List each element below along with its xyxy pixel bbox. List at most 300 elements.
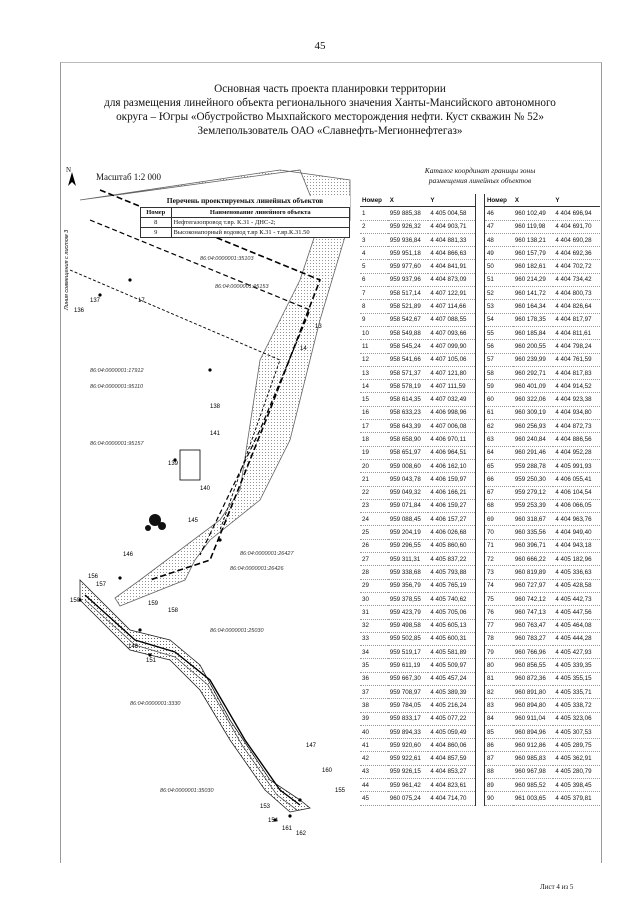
point-number: 50	[484, 260, 512, 273]
x-coordinate: 959 833,17	[388, 712, 429, 725]
point-number: 64	[484, 446, 512, 459]
table-row	[360, 313, 600, 326]
y-coordinate: 4 405 077,22	[428, 712, 475, 725]
x-coordinate: 960 157,79	[513, 247, 554, 260]
table-row	[360, 579, 600, 592]
point-label: 137	[90, 298, 101, 304]
point-number: 73	[484, 566, 512, 579]
col-number: Номер	[360, 194, 388, 207]
y-coordinate: 4 405 307,53	[553, 725, 600, 738]
title-line: округа – Югры «Обустройство Мыхпайского месторождения нефти. Куст скважин № 52»	[116, 111, 544, 123]
catalog-title-line: размещения линейных объектов	[428, 176, 532, 185]
x-coordinate: 958 643,39	[388, 420, 429, 433]
point-number: 16	[360, 406, 388, 419]
y-coordinate: 4 404 714,70	[428, 792, 475, 805]
point-number: 12	[360, 353, 388, 366]
x-coordinate: 960 291,46	[513, 446, 554, 459]
point-number: 79	[484, 646, 512, 659]
x-coordinate: 960 214,29	[513, 273, 554, 286]
title-line: для размещения линейного объекта регионального значения Ханты-Мансийского автономного	[104, 97, 556, 109]
point-number: 90	[484, 792, 512, 805]
y-coordinate: 4 407 088,55	[428, 313, 475, 326]
point-number: 56	[484, 340, 512, 353]
y-coordinate: 4 405 447,56	[553, 606, 600, 619]
table-row	[360, 739, 600, 752]
y-coordinate: 4 405 355,15	[553, 672, 600, 685]
coordinates-catalog	[360, 194, 600, 806]
y-coordinate: 4 404 702,72	[553, 260, 600, 273]
point-number: 89	[484, 779, 512, 792]
point-number: 66	[484, 473, 512, 486]
y-coordinate: 4 404 903,71	[428, 220, 475, 233]
x-coordinate: 960 819,89	[513, 566, 554, 579]
point-number: 71	[484, 539, 512, 552]
x-coordinate: 958 571,37	[388, 366, 429, 379]
table-row	[360, 273, 600, 286]
y-coordinate: 4 405 427,93	[553, 646, 600, 659]
x-coordinate: 960 894,96	[513, 725, 554, 738]
table-row	[360, 433, 600, 446]
table-row	[360, 340, 600, 353]
y-coordinate: 4 406 055,41	[553, 473, 600, 486]
y-coordinate: 4 404 914,52	[553, 380, 600, 393]
y-coordinate: 4 404 696,94	[553, 207, 600, 220]
point-number: 67	[484, 486, 512, 499]
x-coordinate: 960 240,84	[513, 433, 554, 446]
table-row	[360, 420, 600, 433]
y-coordinate: 4 407 105,06	[428, 353, 475, 366]
point-label: 159	[148, 601, 159, 607]
point-number: 46	[484, 207, 512, 220]
point-number: 88	[484, 765, 512, 778]
y-coordinate: 4 405 339,35	[553, 659, 600, 672]
x-coordinate: 960 335,56	[513, 526, 554, 539]
y-coordinate: 4 404 692,36	[553, 247, 600, 260]
table-row	[360, 779, 600, 792]
point-number: 86	[484, 739, 512, 752]
y-coordinate: 4 405 004,58	[428, 207, 475, 220]
col-y: Y	[553, 194, 600, 207]
legend-col-number: Номер	[141, 208, 172, 218]
x-coordinate: 960 292,71	[513, 366, 554, 379]
y-coordinate: 4 404 881,33	[428, 233, 475, 246]
point-label: 148	[128, 644, 139, 650]
x-coordinate: 959 961,42	[388, 779, 429, 792]
x-coordinate: 960 322,06	[513, 393, 554, 406]
point-number: 70	[484, 526, 512, 539]
x-coordinate: 959 937,96	[388, 273, 429, 286]
table-row	[360, 646, 600, 659]
point-label: 156	[88, 574, 99, 580]
y-coordinate: 4 406 159,27	[428, 499, 475, 512]
point-label: 145	[188, 518, 199, 524]
table-row	[360, 207, 600, 220]
x-coordinate: 959 279,12	[513, 486, 554, 499]
point-number: 10	[360, 326, 388, 339]
x-coordinate: 959 977,60	[388, 260, 429, 273]
north-label: N	[66, 166, 72, 174]
x-coordinate: 959 926,15	[388, 765, 429, 778]
table-row	[360, 233, 600, 246]
point-number: 42	[360, 752, 388, 765]
legend-col-name: Наименование линейного объекта	[171, 208, 349, 218]
x-coordinate: 958 633,23	[388, 406, 429, 419]
x-coordinate: 960 985,52	[513, 779, 554, 792]
point-number: 37	[360, 685, 388, 698]
x-coordinate: 959 920,60	[388, 739, 429, 752]
point-number: 27	[360, 553, 388, 566]
point-number: 25	[360, 526, 388, 539]
x-coordinate: 960 912,86	[513, 739, 554, 752]
legend-table	[140, 207, 350, 238]
catalog-title-line: Каталог координат границы зоны	[424, 166, 536, 175]
x-coordinate: 959 784,05	[388, 699, 429, 712]
point-label: 151	[146, 658, 157, 664]
legend-number: 9	[141, 228, 172, 238]
x-coordinate: 959 338,68	[388, 566, 429, 579]
x-coordinate: 959 253,39	[513, 499, 554, 512]
x-coordinate: 958 578,19	[388, 380, 429, 393]
x-coordinate: 960 200,55	[513, 340, 554, 353]
table-row	[360, 513, 600, 526]
y-coordinate: 4 405 705,06	[428, 606, 475, 619]
title-line: Основная часть проекта планировки территории	[214, 83, 446, 95]
cadastral-label: 86:04:0000001:95153	[215, 284, 269, 290]
x-coordinate: 960 766,96	[513, 646, 554, 659]
y-coordinate: 4 405 428,58	[553, 579, 600, 592]
point-number: 78	[484, 632, 512, 645]
point-number: 77	[484, 619, 512, 632]
point-number: 82	[484, 685, 512, 698]
y-coordinate: 4 404 841,91	[428, 260, 475, 273]
point-number: 32	[360, 619, 388, 632]
y-coordinate: 4 404 817,83	[553, 366, 600, 379]
point-number: 83	[484, 699, 512, 712]
scale-label: Масштаб 1:2 000	[96, 172, 162, 182]
x-coordinate: 960 164,34	[513, 300, 554, 313]
table-row	[360, 712, 600, 725]
point-number: 30	[360, 592, 388, 605]
x-coordinate: 959 708,97	[388, 685, 429, 698]
point-number: 41	[360, 739, 388, 752]
x-coordinate: 959 519,17	[388, 646, 429, 659]
x-coordinate: 959 204,19	[388, 526, 429, 539]
y-coordinate: 4 405 442,73	[553, 592, 600, 605]
table-row	[360, 326, 600, 339]
x-coordinate: 958 651,97	[388, 446, 429, 459]
point-number: 33	[360, 632, 388, 645]
cadastral-label: 86:04:0000001:26426	[230, 566, 284, 572]
cadastral-label: 86:04:0000001:26427	[240, 551, 294, 557]
point-number: 5	[360, 260, 388, 273]
page-number: 45	[314, 40, 326, 52]
y-coordinate: 4 406 104,54	[553, 486, 600, 499]
point-label: 162	[296, 831, 307, 837]
point-number: 22	[360, 486, 388, 499]
point-number: 8	[360, 300, 388, 313]
x-coordinate: 960 727,97	[513, 579, 554, 592]
y-coordinate: 4 406 157,27	[428, 513, 475, 526]
table-row	[360, 499, 600, 512]
x-coordinate: 960 185,84	[513, 326, 554, 339]
point-number: 6	[360, 273, 388, 286]
y-coordinate: 4 406 026,68	[428, 526, 475, 539]
x-coordinate: 959 008,60	[388, 459, 429, 472]
table-row	[360, 287, 600, 300]
table-row	[360, 672, 600, 685]
table-row	[360, 380, 600, 393]
table-row	[360, 446, 600, 459]
y-coordinate: 4 404 934,80	[553, 406, 600, 419]
point-number: 26	[360, 539, 388, 552]
x-coordinate: 960 141,72	[513, 287, 554, 300]
y-coordinate: 4 405 336,63	[553, 566, 600, 579]
point-number: 14	[360, 380, 388, 393]
col-number: Номер	[484, 194, 512, 207]
y-coordinate: 4 404 963,76	[553, 513, 600, 526]
y-coordinate: 4 404 952,28	[553, 446, 600, 459]
x-coordinate: 959 885,38	[388, 207, 429, 220]
y-coordinate: 4 405 289,75	[553, 739, 600, 752]
point-label: 14	[300, 346, 307, 352]
point-number: 65	[484, 459, 512, 472]
cadastral-label: 86:04:0000001:95110	[90, 384, 144, 390]
legend-row	[141, 228, 350, 238]
y-coordinate: 4 404 798,24	[553, 340, 600, 353]
y-coordinate: 4 405 362,91	[553, 752, 600, 765]
cadastral-label: 86:04:0000001:3330	[130, 701, 181, 707]
x-coordinate: 959 922,61	[388, 752, 429, 765]
y-coordinate: 4 406 166,21	[428, 486, 475, 499]
legend-row	[141, 218, 350, 228]
point-number: 49	[484, 247, 512, 260]
y-coordinate: 4 404 866,63	[428, 247, 475, 260]
y-coordinate: 4 406 964,51	[428, 446, 475, 459]
table-row	[360, 659, 600, 672]
y-coordinate: 4 405 335,71	[553, 685, 600, 698]
point-label: 147	[306, 743, 317, 749]
table-row	[360, 765, 600, 778]
point-number: 28	[360, 566, 388, 579]
y-coordinate: 4 405 389,39	[428, 685, 475, 698]
point-number: 57	[484, 353, 512, 366]
x-coordinate: 958 521,89	[388, 300, 429, 313]
sheet-label: Лист 4 из 5	[540, 883, 574, 891]
x-coordinate: 959 049,32	[388, 486, 429, 499]
table-row	[360, 260, 600, 273]
y-coordinate: 4 407 032,49	[428, 393, 475, 406]
point-number: 55	[484, 326, 512, 339]
y-coordinate: 4 404 873,09	[428, 273, 475, 286]
point-number: 51	[484, 273, 512, 286]
legend-heading: Перечень проектируемых линейных объектов	[166, 196, 324, 205]
y-coordinate: 4 405 860,60	[428, 539, 475, 552]
x-coordinate: 958 542,67	[388, 313, 429, 326]
y-coordinate: 4 405 740,62	[428, 592, 475, 605]
x-coordinate: 960 666,22	[513, 553, 554, 566]
point-number: 72	[484, 553, 512, 566]
y-coordinate: 4 405 444,28	[553, 632, 600, 645]
x-coordinate: 958 541,66	[388, 353, 429, 366]
x-coordinate: 959 356,79	[388, 579, 429, 592]
table-row	[360, 526, 600, 539]
table-row	[360, 473, 600, 486]
point-number: 80	[484, 659, 512, 672]
x-coordinate: 960 075,24	[388, 792, 429, 805]
point-label: 161	[282, 826, 293, 832]
x-coordinate: 959 951,18	[388, 247, 429, 260]
point-label: 136	[74, 308, 85, 314]
x-coordinate: 960 742,12	[513, 592, 554, 605]
x-coordinate: 959 288,78	[513, 459, 554, 472]
table-row	[360, 553, 600, 566]
point-label: 153	[260, 804, 271, 810]
point-label: 13	[315, 324, 322, 330]
y-coordinate: 4 404 690,28	[553, 233, 600, 246]
cadastral-label: 86:04:0000001:35030	[160, 788, 214, 794]
x-coordinate: 959 611,19	[388, 659, 429, 672]
y-coordinate: 4 407 099,90	[428, 340, 475, 353]
point-label: 139	[168, 461, 179, 467]
x-coordinate: 960 985,83	[513, 752, 554, 765]
point-number: 53	[484, 300, 512, 313]
x-coordinate: 961 003,65	[513, 792, 554, 805]
x-coordinate: 960 318,67	[513, 513, 554, 526]
x-coordinate: 959 088,45	[388, 513, 429, 526]
point-label: 138	[210, 404, 221, 410]
point-number: 7	[360, 287, 388, 300]
cadastral-label: 86:04:0000001:95157	[90, 441, 144, 447]
y-coordinate: 4 404 761,59	[553, 353, 600, 366]
y-coordinate: 4 405 581,89	[428, 646, 475, 659]
y-coordinate: 4 405 605,13	[428, 619, 475, 632]
y-coordinate: 4 404 857,59	[428, 752, 475, 765]
x-coordinate: 959 498,58	[388, 619, 429, 632]
y-coordinate: 4 405 464,08	[553, 619, 600, 632]
y-coordinate: 4 407 121,80	[428, 366, 475, 379]
x-coordinate: 959 250,30	[513, 473, 554, 486]
point-number: 59	[484, 380, 512, 393]
table-row	[360, 486, 600, 499]
table-row	[360, 220, 600, 233]
point-number: 35	[360, 659, 388, 672]
y-coordinate: 4 407 122,91	[428, 287, 475, 300]
x-coordinate: 959 071,84	[388, 499, 429, 512]
y-coordinate: 4 405 182,96	[553, 553, 600, 566]
col-y: Y	[428, 194, 475, 207]
y-coordinate: 4 405 765,19	[428, 579, 475, 592]
x-coordinate: 959 423,79	[388, 606, 429, 619]
y-coordinate: 4 405 059,49	[428, 725, 475, 738]
cadastral-label: 86:04:0000001:25030	[210, 628, 264, 634]
x-coordinate: 959 311,31	[388, 553, 429, 566]
point-number: 19	[360, 446, 388, 459]
point-label: 140	[200, 486, 211, 492]
y-coordinate: 4 404 872,73	[553, 420, 600, 433]
x-coordinate: 958 545,24	[388, 340, 429, 353]
y-coordinate: 4 404 943,18	[553, 539, 600, 552]
y-coordinate: 4 406 998,96	[428, 406, 475, 419]
legend-object-name: Нефтегазопровод т.вр. К.31 - ДНС-2;	[171, 218, 349, 228]
y-coordinate: 4 405 837,22	[428, 553, 475, 566]
point-number: 24	[360, 513, 388, 526]
y-coordinate: 4 404 860,06	[428, 739, 475, 752]
point-number: 4	[360, 247, 388, 260]
x-coordinate: 960 783,27	[513, 632, 554, 645]
x-coordinate: 959 296,55	[388, 539, 429, 552]
y-coordinate: 4 405 338,72	[553, 699, 600, 712]
point-number: 1	[360, 207, 388, 220]
point-number: 43	[360, 765, 388, 778]
x-coordinate: 960 911,04	[513, 712, 554, 725]
x-coordinate: 960 182,61	[513, 260, 554, 273]
x-coordinate: 960 891,80	[513, 685, 554, 698]
table-row	[360, 792, 600, 805]
y-coordinate: 4 405 991,93	[553, 459, 600, 472]
point-label: 158	[168, 608, 179, 614]
point-number: 54	[484, 313, 512, 326]
y-coordinate: 4 404 853,27	[428, 765, 475, 778]
point-number: 3	[360, 233, 388, 246]
point-number: 17	[360, 420, 388, 433]
point-number: 20	[360, 459, 388, 472]
y-coordinate: 4 407 111,59	[428, 380, 475, 393]
y-coordinate: 4 404 817,97	[553, 313, 600, 326]
table-row	[360, 685, 600, 698]
y-coordinate: 4 406 066,05	[553, 499, 600, 512]
point-number: 18	[360, 433, 388, 446]
x-coordinate: 959 926,32	[388, 220, 429, 233]
legend-number: 8	[141, 218, 172, 228]
point-number: 38	[360, 699, 388, 712]
table-row	[360, 699, 600, 712]
point-label: 155	[335, 788, 346, 794]
point-number: 69	[484, 513, 512, 526]
table-row	[360, 353, 600, 366]
point-number: 87	[484, 752, 512, 765]
point-number: 81	[484, 672, 512, 685]
point-number: 39	[360, 712, 388, 725]
legend-object-name: Высоконапорный водовод т.вр К.31 - т.вр.К.31.50	[171, 228, 349, 238]
x-coordinate: 959 894,33	[388, 725, 429, 738]
point-number: 76	[484, 606, 512, 619]
point-number: 40	[360, 725, 388, 738]
x-coordinate: 959 043,78	[388, 473, 429, 486]
point-number: 15	[360, 393, 388, 406]
document-title	[60, 82, 600, 138]
y-coordinate: 4 404 691,70	[553, 220, 600, 233]
x-coordinate: 960 256,93	[513, 420, 554, 433]
x-coordinate: 958 549,88	[388, 326, 429, 339]
point-number: 48	[484, 233, 512, 246]
site-plan-map	[60, 160, 360, 850]
point-number: 62	[484, 420, 512, 433]
point-number: 21	[360, 473, 388, 486]
table-row	[360, 300, 600, 313]
table-row	[360, 592, 600, 605]
x-coordinate: 959 502,85	[388, 632, 429, 645]
table-row	[360, 459, 600, 472]
point-number: 9	[360, 313, 388, 326]
cadastral-label: 86:04:0000001:17912	[90, 368, 144, 374]
x-coordinate: 958 658,90	[388, 433, 429, 446]
y-coordinate: 4 404 734,42	[553, 273, 600, 286]
catalog-title	[360, 166, 600, 186]
y-coordinate: 4 405 398,45	[553, 779, 600, 792]
x-coordinate: 959 667,30	[388, 672, 429, 685]
y-coordinate: 4 405 793,88	[428, 566, 475, 579]
point-number: 23	[360, 499, 388, 512]
